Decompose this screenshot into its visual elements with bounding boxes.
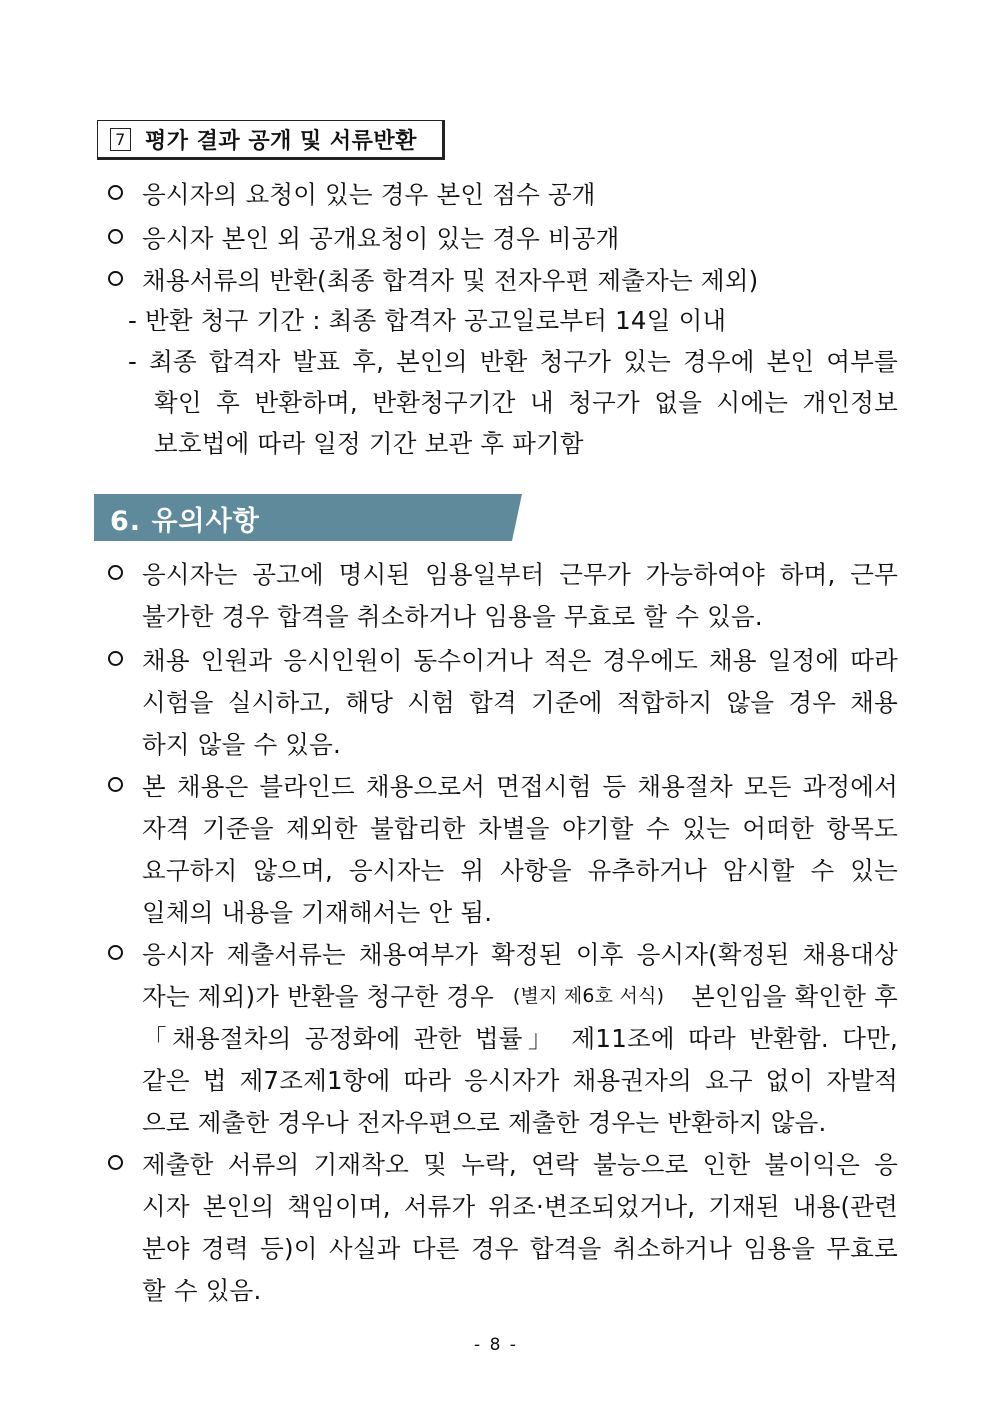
section-7-header xyxy=(97,120,445,160)
bullet-circle-icon xyxy=(108,777,123,792)
section-6-item-5-line-3: 분야 경력 등)이 사실과 다른 경우 합격을 취소하거나 임용을 무효로 xyxy=(142,1234,898,1263)
bullet-circle-icon xyxy=(108,185,123,200)
section-6-item-4-form-reference: (별지 제6호 서식) xyxy=(512,985,665,1007)
section-6-item-3-line-3: 요구하지 않으며, 응시자는 위 사항을 유추하거나 암시할 수 있는 xyxy=(142,856,898,885)
section-6-item-3-line-2: 자격 기준을 제외한 불합리한 차별을 야기할 수 있는 어떠한 항목도 xyxy=(142,814,898,843)
page-number: - 8 - xyxy=(474,1335,518,1355)
section-6-item-4-line-2-post: 본인임을 확인한 후 xyxy=(683,982,898,1011)
bullet-circle-icon xyxy=(108,945,123,960)
section-6-item-3-line-4: 일체의 내용을 기재해서는 안 됨. xyxy=(142,898,493,927)
section-7-item-3: 채용서류의 반환(최종 합격자 및 전자우편 제출자는 제외) xyxy=(142,266,759,295)
section-6-item-5-line-4: 할 수 있음. xyxy=(142,1276,262,1305)
section-6-title: 6. 유의사항 xyxy=(110,506,260,537)
section-7-sub-item-2-cont2: 보호법에 따라 일정 기간 보관 후 파기함 xyxy=(154,429,584,458)
bullet-circle-icon xyxy=(108,1155,123,1170)
section-6-item-2-line-2: 시험을 실시하고, 해당 시험 합격 기준에 적합하지 않을 경우 채용 xyxy=(142,688,898,717)
section-7-sub-item-2: - 최종 합격자 발표 후, 본인의 반환 청구가 있는 경우에 본인 여부를 xyxy=(128,347,898,376)
section-6-item-1-line-2: 불가한 경우 합격을 취소하거나 임용을 무효로 할 수 있음. xyxy=(142,602,763,631)
section-6-item-3-line-1: 본 채용은 블라인드 채용으로서 면접시험 등 채용절차 모든 과정에서 xyxy=(142,772,898,801)
bullet-circle-icon xyxy=(108,565,123,580)
section-7-title: 평가 결과 공개 및 서류반환 xyxy=(145,128,417,154)
section-6-banner xyxy=(94,494,522,541)
bullet-circle-icon xyxy=(108,271,123,286)
section-7-number: 7 xyxy=(110,128,131,151)
section-6-item-4-line-5: 으로 제출한 경우나 전자우편으로 제출한 경우는 반환하지 않음. xyxy=(142,1108,827,1137)
section-6-item-2-line-1: 채용 인원과 응시인원이 동수이거나 적은 경우에도 채용 일정에 따라 xyxy=(142,646,898,675)
section-6-item-2-line-3: 하지 않을 수 있음. xyxy=(142,730,342,759)
section-6-item-4-line-3: 「채용절차의 공정화에 관한 법률」 제11조에 따라 반환함. 다만, xyxy=(142,1024,898,1053)
section-6-item-4-line-4: 같은 법 제7조제1항에 따라 응시자가 채용권자의 요구 없이 자발적 xyxy=(142,1066,898,1095)
section-6-item-5-line-2: 시자 본인의 책임이며, 서류가 위조·변조되었거나, 기재된 내용(관련 xyxy=(142,1192,898,1221)
bullet-circle-icon xyxy=(108,651,123,666)
section-6-item-4-line-2-pre: 자는 제외)가 반환을 청구한 경우 xyxy=(142,982,494,1011)
section-7-item-2: 응시자 본인 외 공개요청이 있는 경우 비공개 xyxy=(142,224,620,253)
section-7-sub-item-2-cont: 확인 후 반환하며, 반환청구기간 내 청구가 없을 시에는 개인정보 xyxy=(154,388,898,417)
section-6-item-4-line-1: 응시자 제출서류는 채용여부가 확정된 이후 응시자(확정된 채용대상 xyxy=(142,940,898,969)
section-6-item-1-line-1: 응시자는 공고에 명시된 임용일부터 근무가 가능하여야 하며, 근무 xyxy=(142,560,898,589)
section-6-item-5-line-1: 제출한 서류의 기재착오 및 누락, 연락 불능으로 인한 불이익은 응 xyxy=(142,1150,898,1179)
section-6-item-4-line-2 xyxy=(142,978,898,1013)
section-7-item-1: 응시자의 요청이 있는 경우 본인 점수 공개 xyxy=(142,180,596,209)
section-7-sub-item-1: - 반환 청구 기간 : 최종 합격자 공고일로부터 14일 이내 xyxy=(128,306,727,335)
bullet-circle-icon xyxy=(108,229,123,244)
